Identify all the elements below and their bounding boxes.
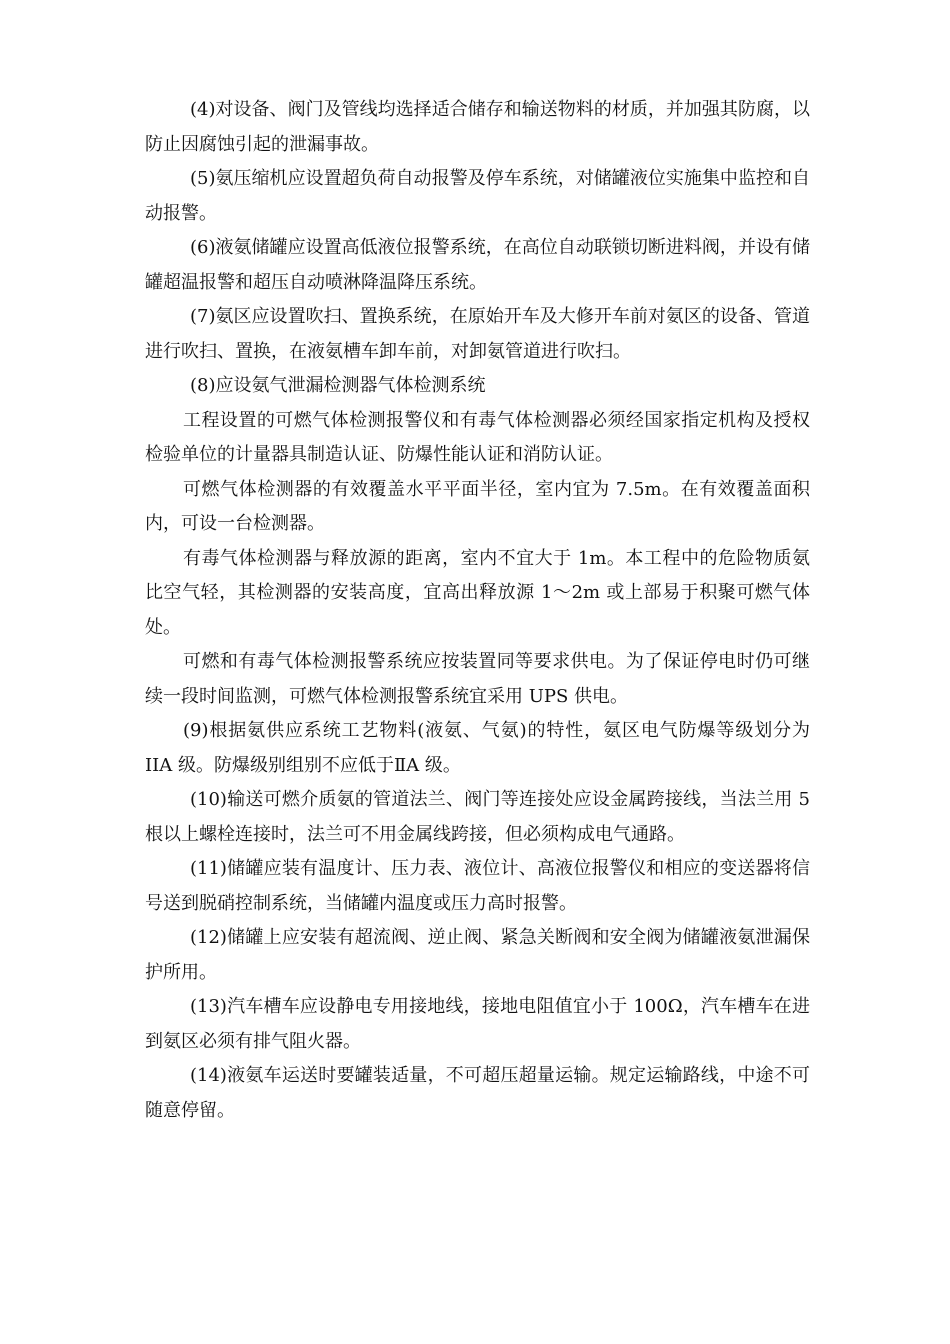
document-body	[145, 93, 810, 1128]
paragraph-item-14: (14)液氨车运送时要罐装适量，不可超压超量运输。规定运输路线，中途不可随意停留。	[145, 1065, 810, 1121]
paragraph-item-8: (8)应设氨气泄漏检测器气体检测系统	[190, 375, 486, 396]
paragraph-item-5: (5)氨压缩机应设置超负荷自动报警及停车系统，对储罐液位实施集中监控和自动报警。	[145, 168, 810, 224]
paragraph-power-supply: 可燃和有毒气体检测报警系统应按装置同等要求供电。为了保证停电时仍可继续一段时间监测，可燃气体检测报警系统宜采用 UPS 供电。	[145, 651, 810, 707]
paragraph-item-13: (13)汽车槽车应设静电专用接地线，接地电阻值宜小于 100Ω，汽车槽车在进到氨区必须有排气阻火器。	[145, 996, 810, 1052]
paragraph-detector-certification: 工程设置的可燃气体检测报警仪和有毒气体检测器必须经国家指定机构及授权检验单位的计量器具制造认证、防爆性能认证和消防认证。	[145, 409, 810, 465]
paragraph-toxic-detector: 有毒气体检测器与释放源的距离，室内不宜大于 1m。本工程中的危险物质氨比空气轻，其检测器的安装高度，宜高出释放源 1～2m 或上部易于积聚可燃气体处。	[145, 547, 810, 638]
paragraph-item-11: (11)储罐应装有温度计、压力表、液位计、高液位报警仪和相应的变送器将信号送到脱硝控制系统，当储罐内温度或压力高时报警。	[145, 858, 810, 914]
paragraph-item-9: (9)根据氨供应系统工艺物料(液氨、气氨)的特性，氨区电气防爆等级划分为 IIA 级。防爆级别组别不应低于ⅡA 级。	[145, 720, 810, 776]
paragraph-item-12: (12)储罐上应安装有超流阀、逆止阀、紧急关断阀和安全阀为储罐液氨泄漏保护所用。	[145, 927, 810, 983]
paragraph-item-10: (10)输送可燃介质氨的管道法兰、阀门等连接处应设金属跨接线，当法兰用 5 根以上螺栓连接时，法兰可不用金属线跨接，但必须构成电气通路。	[145, 789, 810, 845]
paragraph-item-7: (7)氨区应设置吹扫、置换系统，在原始开车及大修开车前对氨区的设备、管道进行吹扫、置换，在液氨槽车卸车前，对卸氨管道进行吹扫。	[145, 306, 810, 362]
paragraph-item-6: (6)液氨储罐应设置高低液位报警系统，在高位自动联锁切断进料阀，并设有储罐超温报警和超压自动喷淋降温降压系统。	[145, 237, 810, 293]
paragraph-item-4: (4)对设备、阀门及管线均选择适合储存和输送物料的材质，并加强其防腐，以防止因腐蚀引起的泄漏事故。	[145, 99, 810, 155]
paragraph-combustible-detector: 可燃气体检测器的有效覆盖水平平面半径，室内宜为 7.5m。在有效覆盖面积内，可设一台检测器。	[145, 478, 810, 534]
